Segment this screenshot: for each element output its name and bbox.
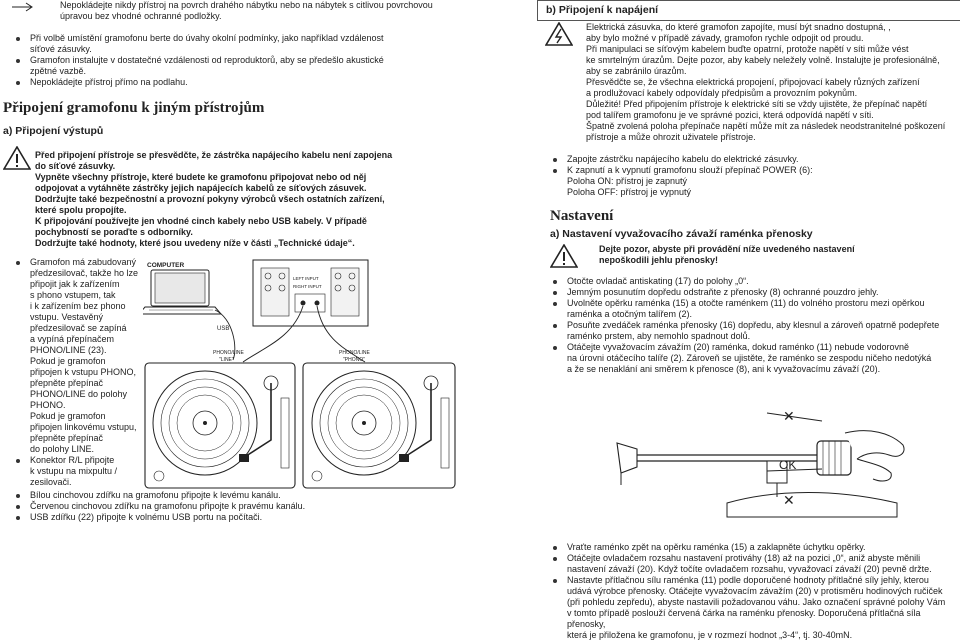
list-item: Jemným posunutím dopředu odstraňte z přenosky (8) ochranné pouzdro jehly. — [549, 287, 960, 298]
power-header-box — [537, 0, 960, 21]
list-item: Otočte ovladač antiskating (17) do polohy „0“. — [549, 276, 960, 287]
svg-text:PHONO/LINE: PHONO/LINE — [339, 350, 370, 356]
warning-block: Před připojení přístroje se přesvědčte, že zástrčka napájecího kabelu není zapojena do síťové zásuvky. Vypněte všechny přístroje, které budete ke gramofonu připojovat nebo od něj odpojovat a vytáhněte zástrčky jejich napájecích kabelů ze síťových zásuvek. Dodržujte také bezpečnostní a provozní pokyny výrobců všech ostatních zařízení, které spolu propojíte. K připojování používejte jen vhodné cinch kabely nebo USB kabely. V případě pochybností se poraďte s odborníky. Dodržujte také hodnoty, které jsou uvedeny níže v části „Technické údaje“. — [35, 150, 393, 248]
connection-diagram — [143, 258, 458, 493]
wrong-mark-top: ✕ — [783, 408, 795, 424]
svg-text:"PHONO": "PHONO" — [343, 357, 365, 363]
warning-icon — [3, 146, 31, 170]
svg-text:USB: USB — [217, 326, 230, 332]
wrong-mark-bottom: ✕ — [783, 492, 795, 508]
ok-label: OK — [779, 458, 797, 472]
svg-text:RIGHT INPUT: RIGHT INPUT — [293, 284, 322, 289]
power-bullets: Zapojte zástrčku napájecího kabelu do elektrické zásuvky. K zapnutí a k vypnutí gramofonu slouží přepínač POWER (6): Poloha ON: přístroj je zapnutý Poloha OFF: přístroj je vypnutý — [549, 154, 949, 198]
section-title: Připojení gramofonu k jiným přístrojům — [3, 100, 265, 116]
bottom-bullets — [12, 490, 412, 523]
caution-text: Dejte pozor, abyste při provádění níže uvedeného nastavení nepoškodili jehlu přenosky! — [599, 244, 855, 265]
top-note — [12, 0, 452, 22]
list-item: Červenou cinchovou zdířku na gramofonu připojte k pravému kanálu. — [12, 501, 412, 512]
list-item: Nepokládejte přístroj přímo na podlahu. — [12, 77, 392, 88]
power-header: b) Připojení k napájení — [546, 4, 659, 16]
mixer-illustration — [253, 260, 368, 326]
konektor-paragraph: Konektor R/L připojte k vstupu na mixpultu / zesilovači. — [12, 455, 147, 488]
computer-label: COMPUTER — [147, 262, 185, 269]
list-item: Posuňte zvedáček raménka přenosky (16) dopředu, aby klesnul a zároveň opatrně podepřete raménko prstem, aby nemohlo spadnout dolů. — [549, 320, 960, 342]
list-item: Vraťte raménko zpět na opěrku raménka (15) a zaklapněte úchytku opěrky. — [549, 542, 960, 553]
list-item: USB zdířku (22) připojte k volnému USB portu na počítači. — [12, 512, 412, 523]
list-item: Uvolněte opěrku raménka (15) a otočte raménkem (11) do volného prostoru mezi opěrkou raménka a otočným talířem (2). — [549, 298, 960, 320]
laptop-illustration — [143, 262, 221, 314]
sub-title: a) Připojení výstupů — [3, 125, 104, 137]
list-item: Otáčejte vyvažovacím závažím (20) raménka, dokud raménko (11) nebude vodorovně na úrovni otáčecího talíře (2). Zároveň se ujistěte, že raménko se zespodu ničeho nedotýká a že se nenaklání ani směrem k přenosce (8), ani k vyvažovacímu závaží (20). — [549, 342, 960, 375]
power-text: Elektrická zásuvka, do které gramofon zapojíte, musí být snadno dostupná, , aby bylo možné v případě závady, gramofon rychle odpojit od proudu. Při manipulaci se síťovým kabelem buďte opatrní, protože napětí v síti může vést ke smrtelným úrazům. Dejte pozor, aby kabely neležely volně. Instalujte je profesionálně, aby se zabránilo úrazům. Přesvědčte se, že všechna elektrická propojení, připojovací kabely různých zařízení a prodlužovací kabely odpovídaly předpisům a provozním pokynům. Důležité! Před připojením přístroje k elektrické síti se vždy ujistěte, že přepínač napětí pod talířem gramofonu je ve správné pozici, která odpovídá napětí v síti. Špatně zvolená poloha přepínače napětí může mít za následek neodstranitelné poškození přístroje a může ohrozit uživatele přístroje. — [586, 22, 946, 142]
svg-text:"LINE": "LINE" — [219, 357, 234, 363]
warning-icon — [550, 244, 578, 268]
list-item: Nastavte přítlačnou sílu raménka (11) podle doporučené hodnoty přítlačné síly jehly, kterou udává výrobce přenosky. Otáčejte vyvažovacím závažím (20) v protisměru hodinových ručiček (při pohledu zepředu), abyste nastavili požadovanou váhu. Jako označení správné polohy Vám v tomto případě poslouží červená čárka na raménku přenosky. Doporučená přítlačná síla přenosky, která je přiložena ke gramofonu, je v rozmezí hodnot „3-4“, tj. 30-40mN. — [549, 575, 960, 641]
list-item: Bílou cinchovou zdířku na gramofonu připojte k levému kanálu. — [12, 490, 412, 501]
tonearm-balance-illustration — [607, 393, 927, 528]
svg-text:LEFT INPUT: LEFT INPUT — [293, 276, 319, 281]
svg-text:PHONO/LINE: PHONO/LINE — [213, 350, 244, 356]
list-item: Gramofon instalujte v dostatečné vzdálenosti od reproduktorů, aby se předešlo akustické zpětné vazbě. — [12, 55, 392, 77]
turntable-right-illustration — [303, 363, 455, 488]
list-item: Otáčejte ovladačem rozsahu nastavení protiváhy (18) až na pozici „0“, aniž abyste měnili nastavení závaží (20). Když točíte ovladačem rozsahu, vyvažovací závaží (20) pevně držte. — [549, 553, 960, 575]
final-bullets — [549, 542, 960, 641]
arrow-right-icon — [12, 2, 34, 12]
list-item: Při volbě umístění gramofonu berte do úvahy okolní podmínky, jako například vzdálenost síťové zásuvky. — [12, 33, 392, 55]
electric-hazard-icon — [545, 22, 573, 46]
nastaveni-subtitle: a) Nastavení vyvažovacího závaží raménka přenosky — [550, 228, 813, 240]
preamp-paragraph: Gramofon má zabudovaný předzesilovač, takže ho lze připojit jak k zařízením s phono vstupem, tak i k zařízením bez phono vstupu. Vestavěný předzesilovač se zapíná a vypíná přepínačem PHONO/LINE (23). Pokud je gramofon připojen k vstupu PHONO, přepněte přepínač PHONO/LINE do polohy PHONO. Pokud je gramofon připojen linkovému vstupu, přepněte přepínač do polohy LINE. — [12, 257, 147, 455]
turntable-left-illustration — [145, 363, 295, 488]
top-note-text: Nepokládejte nikdy přístroj na povrch drahého nábytku nebo na nábytek s citlivou povrchovou úpravou bez vhodné ochranné podložky. — [60, 0, 433, 21]
top-bullets — [12, 33, 392, 88]
setup-bullets — [549, 276, 960, 375]
nastaveni-title: Nastavení — [550, 208, 614, 224]
